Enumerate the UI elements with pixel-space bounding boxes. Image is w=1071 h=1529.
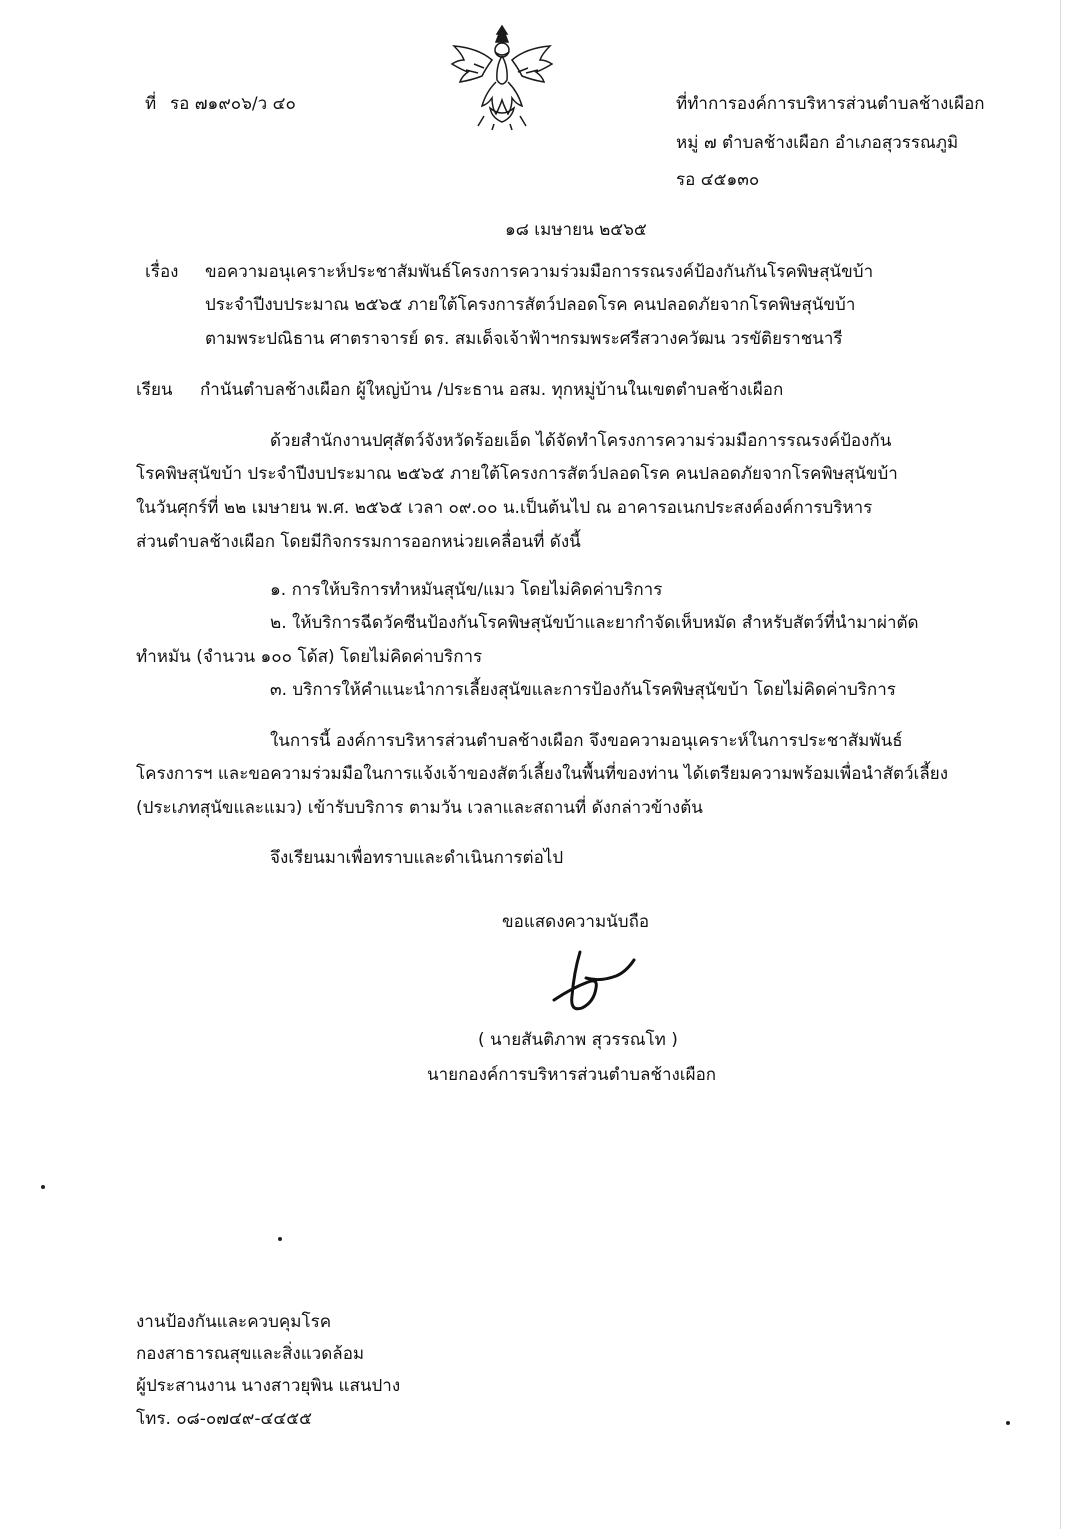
- footer-coordinator: ผู้ประสานงาน นางสาวยุพิน แสนปาง: [136, 1376, 401, 1396]
- recipient-text: กำนันตำบลช้างเผือก ผู้ใหญ่บ้าน /ประธาน อสม. ทุกหมู่บ้านในเขตตำบลช้างเผือก: [200, 380, 784, 400]
- subject-line-3: ตามพระปณิธาน ศาตราจารย์ ดร. สมเด็จเจ้าฟ้าฯกรมพระศรีสวางควัฒน วรขัติยราชนารี: [205, 329, 843, 349]
- scan-speck: [1006, 1421, 1010, 1425]
- closing-sentence: จึงเรียนมาเพื่อทราบและดำเนินการต่อไป: [270, 848, 564, 868]
- activity-item-1: ๑. การให้บริการทำหมันสุนัข/แมว โดยไม่คิดค่าบริการ: [270, 580, 663, 600]
- regards-text: ขอแสดงความนับถือ: [502, 912, 650, 932]
- sender-address-line-2: หมู่ ๗ ตำบลช้างเผือก อำเภอสุวรรณภูมิ: [676, 133, 959, 153]
- body-paragraph-1-line-1: ด้วยสำนักงานปศุสัตว์จังหวัดร้อยเอ็ด ได้จัดทำโครงการความร่วมมือการรณรงค์ป้องกัน: [270, 431, 892, 451]
- activity-item-2-line-2: ทำหมัน (จำนวน ๑๐๐ โด้ส) โดยไม่คิดค่าบริการ: [136, 647, 483, 667]
- sender-address-line-3: รอ ๔๕๑๓๐: [676, 170, 760, 190]
- body-paragraph-1-line-3: ในวันศุกร์ที่ ๒๒ เมษายน พ.ศ. ๒๕๖๕ เวลา ๐๙.๐๐ น.เป็นต้นไป ณ อาคารอเนกประสงค์องค์การบริหาร: [136, 498, 873, 518]
- subject-line-2: ประจำปีงบประมาณ ๒๕๖๕ ภายใต้โครงการสัตว์ปลอดโรค คนปลอดภัยจากโรคพิษสุนัขบ้า: [205, 295, 856, 315]
- sender-address-line-1: ที่ทำการองค์การบริหารส่วนตำบลช้างเผือก: [676, 94, 985, 114]
- handwritten-signature: [540, 948, 640, 1020]
- body-paragraph-2-line-1: ในการนี้ องค์การบริหารส่วนตำบลช้างเผือก จึงขอความอนุเคราะห์ในการประชาสัมพันธ์: [270, 731, 903, 751]
- garuda-emblem-icon: [444, 20, 560, 132]
- signatory-name: ( นายสันติภาพ สุวรรณโท ): [478, 1030, 678, 1050]
- body-paragraph-1-line-4: ส่วนตำบลช้างเผือก โดยมีกิจกรรมการออกหน่วยเคลื่อนที่ ดังนี้: [136, 532, 581, 552]
- subject-label: เรื่อง: [145, 262, 179, 282]
- scan-edge-line: [1060, 0, 1061, 1529]
- activity-item-2-line-1: ๒. ให้บริการฉีดวัคซีนป้องกันโรคพิษสุนัขบ้าและยากำจัดเห็บหมัด สำหรับสัตว์ที่นำมาผ่าตัด: [270, 613, 919, 633]
- footer-division: กองสาธารณสุขและสิ่งแวดล้อม: [136, 1344, 365, 1364]
- reference-label: ที่: [145, 94, 157, 114]
- subject-line-1: ขอความอนุเคราะห์ประชาสัมพันธ์โครงการความร่วมมือการรณรงค์ป้องกันกันโรคพิษสุนัขบ้า: [205, 262, 874, 282]
- letter-date: ๑๘ เมษายน ๒๕๖๕: [505, 220, 647, 240]
- body-paragraph-2-line-2: โครงการฯ และขอความร่วมมือในการแจ้งเจ้าของสัตว์เลี้ยงในพื้นที่ของท่าน ได้เตรียมความพร้อมเพื่อนำสัตว์เลี้ยง: [136, 764, 949, 784]
- body-paragraph-1-line-2: โรคพิษสุนัขบ้า ประจำปีงบประมาณ ๒๕๖๕ ภายใต้โครงการสัตว์ปลอดโรค คนปลอดภัยจากโรคพิษสุนัขบ้า: [136, 464, 898, 484]
- reference-number: รอ ๗๑๙๐๖/ว ๔๐: [170, 94, 296, 114]
- footer-phone: โทร. ๐๘-๐๗๔๙-๔๔๕๕: [136, 1409, 312, 1429]
- body-paragraph-2-line-3: (ประเภทสุนัขและแมว) เข้ารับบริการ ตามวัน เวลาและสถานที่ ดังกล่าวข้างต้น: [136, 798, 703, 818]
- scan-speck: [41, 1185, 45, 1189]
- activity-item-3: ๓. บริการให้คำแนะนำการเลี้ยงสุนัขและการป้องกันโรคพิษสุนัขบ้า โดยไม่คิดค่าบริการ: [270, 680, 896, 700]
- footer-department: งานป้องกันและควบคุมโรค: [136, 1312, 332, 1332]
- recipient-label: เรียน: [136, 380, 173, 400]
- scan-speck: [278, 1237, 282, 1241]
- signatory-title: นายกองค์การบริหารส่วนตำบลช้างเผือก: [427, 1065, 717, 1085]
